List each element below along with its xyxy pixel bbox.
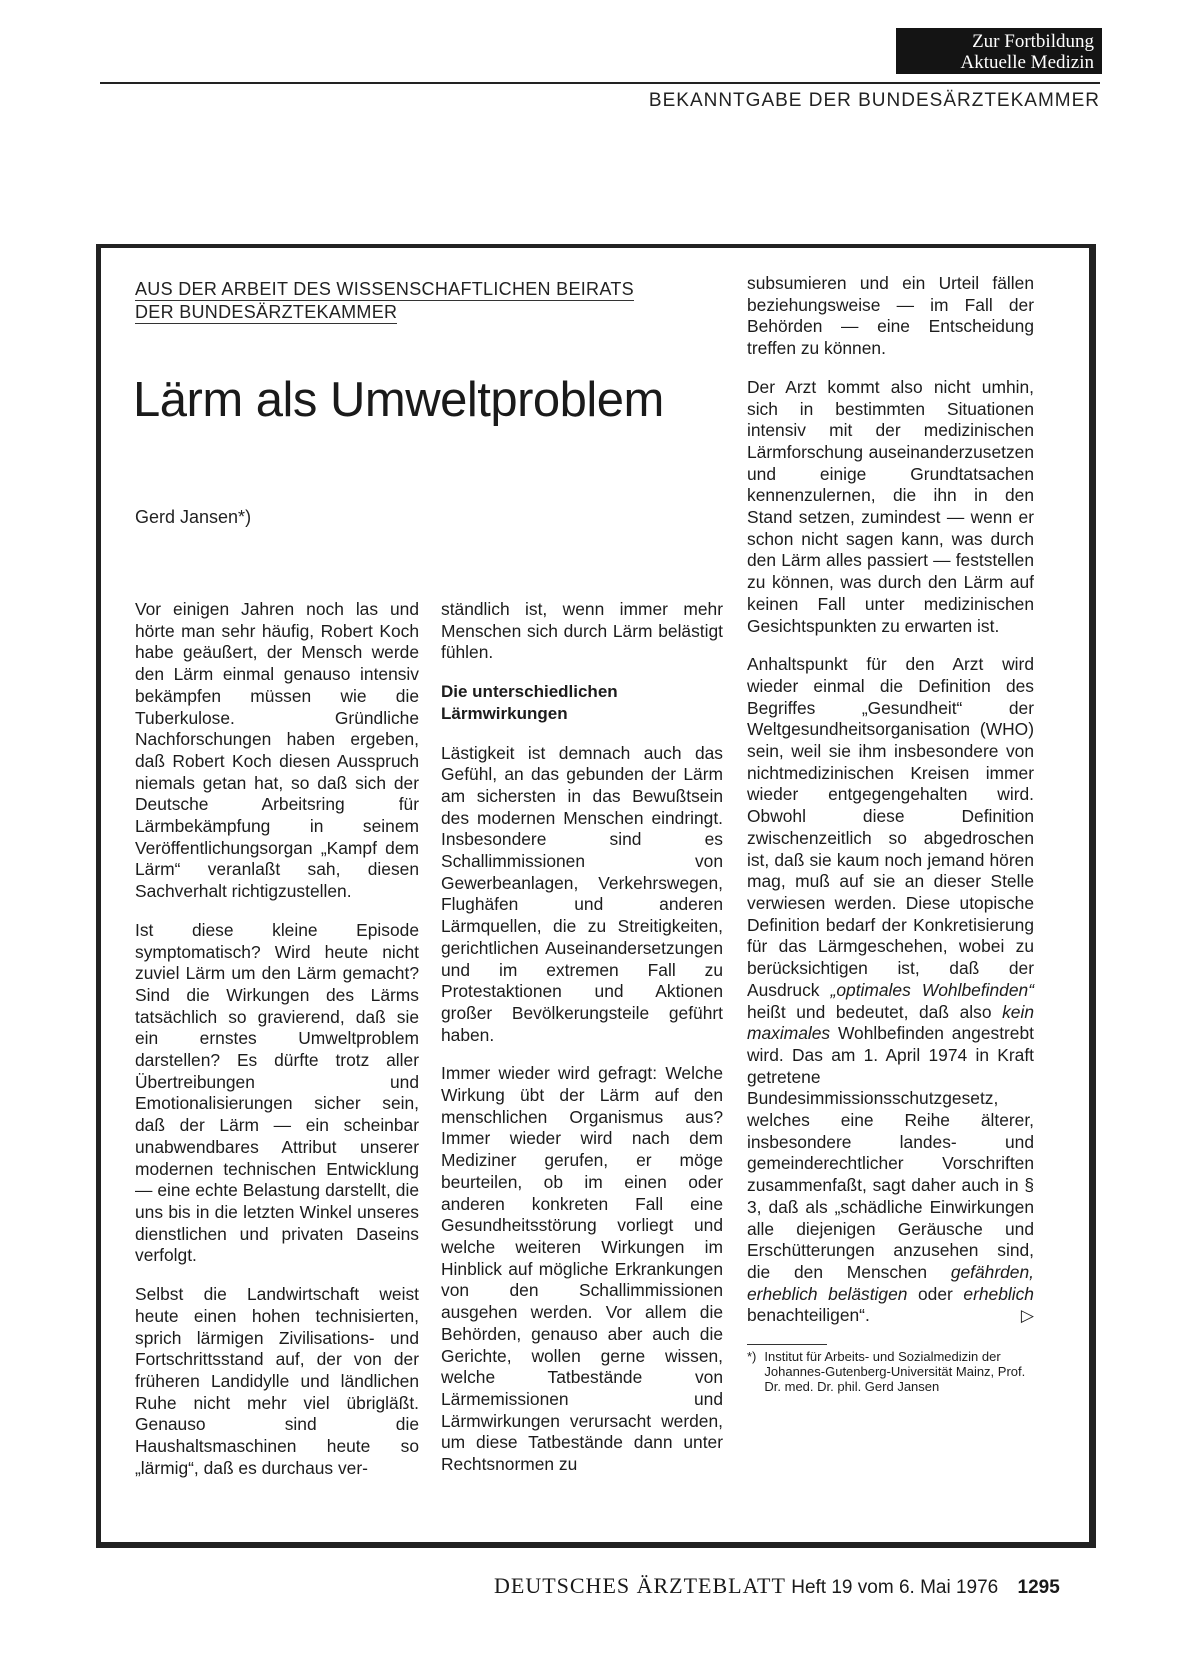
col1-paragraph-2: Ist diese kleine Episode symptomatisch? Wird heute nicht zuviel Lärm um den Lärm gemacht? Sind die Wirkungen des Lärms tatsächlich so gravierend, daß sie ein ernstes Umweltproblem darstellen? Es dürfte trotz aller Übertreibungen und Emotionalisierungen sicher sein, daß der Lärm — ein scheinbar unabwendbares Attribut unserer modernen technischen Entwicklung — eine echte Belastung darstellt, die uns bis in die letzten Winkel unseres dienstlichen und privaten Daseins verfolgt.: [135, 919, 419, 1266]
article-kicker: [135, 278, 710, 324]
column-2: [441, 599, 723, 1493]
issue-info: Heft 19 vom 6. Mai 1976: [791, 1577, 999, 1598]
col3-paragraph-2: Der Arzt kommt also nicht umhin, sich in bestimmten Situationen intensiv mit der medizinischen Lärmforschung auseinanderzusetzen und einige Grundtatsachen kennenzulernen, die ihn in den Stand setzen, zumindest — wenn er schon nicht sagen kann, was durch den Lärm alles passiert — feststellen zu können, was durch den Lärm auf keinen Fall unter medizinischen Gesichtspunkten zu erwarten ist.: [747, 376, 1034, 636]
page-footer: [494, 1573, 1060, 1599]
column-3: [747, 273, 1034, 1394]
kicker-line-2: DER BUNDESÄRZTEKAMMER: [135, 302, 398, 322]
col3-p3-emphasis-3: gefährden, erheblich belästigen: [747, 1261, 1034, 1304]
col2-paragraph-1: ständlich ist, wenn immer mehr Menschen sich durch Lärm belästigt fühlen.: [441, 599, 723, 663]
col2-subheading: Die unterschiedlichen Lärmwirkungen: [441, 682, 618, 723]
badge-line-1: Zur Fortbildung: [972, 31, 1094, 52]
col3-p3-part-b: heißt und bedeutet, daß also: [747, 1001, 1003, 1022]
footnote-rule: [747, 1344, 827, 1345]
col1-paragraph-1: Vor einigen Jahren noch las und hörte man sehr häufig, Robert Koch habe geäußert, der Mensch werde den Lärm einmal genauso intensiv bekämpfen müssen wie die Tuberkulose. Gründliche Nachforschungen haben ergeben, daß Robert Koch diesen Ausspruch niemals getan hat, so daß sich der Deutsche Arbeitsring für Lärmbekämpfung in seinem Veröffentlichungsorgan „Kampf dem Lärm“ veranlaßt sah, diesen Sachverhalt richtigzustellen.: [135, 599, 419, 902]
continue-arrow-icon: ▷: [1020, 1306, 1034, 1326]
col3-p3-part-e: benachteiligen“.: [747, 1305, 870, 1326]
col3-p3-emphasis-1: „optimales Wohlbefinden“: [830, 979, 1034, 1000]
header-rule: [100, 82, 1100, 84]
col2-paragraph-2: Lästigkeit ist demnach auch das Gefühl, an das gebunden der Lärm am sichersten in das Bewußtsein des modernen Menschen eindringt. Insbesondere sind es Schallimmissionen von Gewerbeanlagen, Verkehrswegen, Flughäfen und anderen Lärmquellen, die zu Streitigkeiten, gerichtlichen Auseinandersetzungen und im extremen Fall zu Protestaktionen und Aktionen großer Bevölkerungsteile geführt haben.: [441, 742, 723, 1045]
kicker-line-1: AUS DER ARBEIT DES WISSENSCHAFTLICHEN BEIRATS: [135, 279, 634, 299]
col3-paragraph-1: subsumieren und ein Urteil fällen beziehungsweise — im Fall der Behörden — eine Entscheidung treffen zu können.: [747, 273, 1034, 359]
col3-p3-emphasis-2: kein maximales: [747, 1001, 1034, 1044]
col3-p3-part-c: Wohlbefinden angestrebt wird. Das am 1. April 1974 in Kraft getretene Bundesimmissionsschutzgesetz, welches eine Reihe älterer, insbesondere landes- und gemeinderechtlicher Vorschriften zusammenfaßt, sagt daher auch in § 3, daß als „schädliche Einwirkungen alle diejenigen Geräusche und Erschütterungen anzusehen sind, die den Menschen: [747, 1023, 1034, 1282]
col3-p3-part-d: oder: [907, 1283, 964, 1304]
journal-name: DEUTSCHES ÄRZTEBLATT: [494, 1573, 786, 1598]
col1-paragraph-3: Selbst die Landwirtschaft weist heute einen hohen technisierten, sprich lärmigen Zivilisations- und Fortschrittsstand auf, der von der früheren Landidylle und ländlichen Ruhe nicht mehr viel übrigläßt. Genauso sind die Haushaltsmaschinen heute so „lärmig“, daß es durchaus ver-: [135, 1284, 419, 1478]
article-title: Lärm als Umweltproblem: [133, 373, 664, 427]
col2-paragraph-3: Immer wieder wird gefragt: Welche Wirkung übt der Lärm auf den menschlichen Organismus aus? Immer wieder wird nach dem Mediziner gerufen, er möge beurteilen, ob im einen oder anderen konkreten Fall eine Gesundheitsstörung vorliegt und welche weiteren Wirkungen im Hinblick auf mögliche Erkrankungen von den Schallimmissionen ausgehen werden. Vor allem die Behörden, genauso aber auch die Gerichte, wollen gerne wissen, welche Tatbestände von Lärmemissionen und Lärmwirkungen verursacht werden, um diese Tatbestände dann unter Rechtsnormen zu: [441, 1063, 723, 1475]
footnote: [747, 1349, 1034, 1394]
footnote-mark: *): [747, 1349, 757, 1365]
col3-p3-part-a: Anhaltspunkt für den Arzt wird wieder einmal die Definition des Begriffes „Gesundheit“ der Weltgesundheitsorganisation (WHO) sein, weil sie ihm insbesondere von nichtmedizinischen Kreisen immer wieder entgegengehalten wird. Obwohl diese Definition zwischenzeitlich so abgedroschen ist, daß sie kaum noch jemand hören mag, muß auf sie an dieser Stelle verwiesen werden. Diese utopische Definition bedarf der Konkretisierung für das Lärmgeschehen, wobei zu berücksichtigen ist, daß der Ausdruck: [747, 654, 1034, 1000]
section-header: BEKANNTGABE DER BUNDESÄRZTEKAMMER: [648, 90, 1100, 111]
column-1: [135, 599, 419, 1496]
badge-line-2: Aktuelle Medizin: [960, 52, 1094, 73]
page-number: 1295: [1017, 1577, 1060, 1598]
section-badge: [896, 28, 1102, 74]
col3-paragraph-3: [747, 654, 1034, 1327]
article-author: Gerd Jansen*): [135, 507, 252, 527]
col3-p3-emphasis-4: erheblich: [963, 1283, 1034, 1304]
footnote-text: Institut für Arbeits- und Sozialmedizin der Johannes-Gutenberg-Universität Mainz, Prof. Dr. med. Dr. phil. Gerd Jansen: [764, 1349, 1026, 1395]
